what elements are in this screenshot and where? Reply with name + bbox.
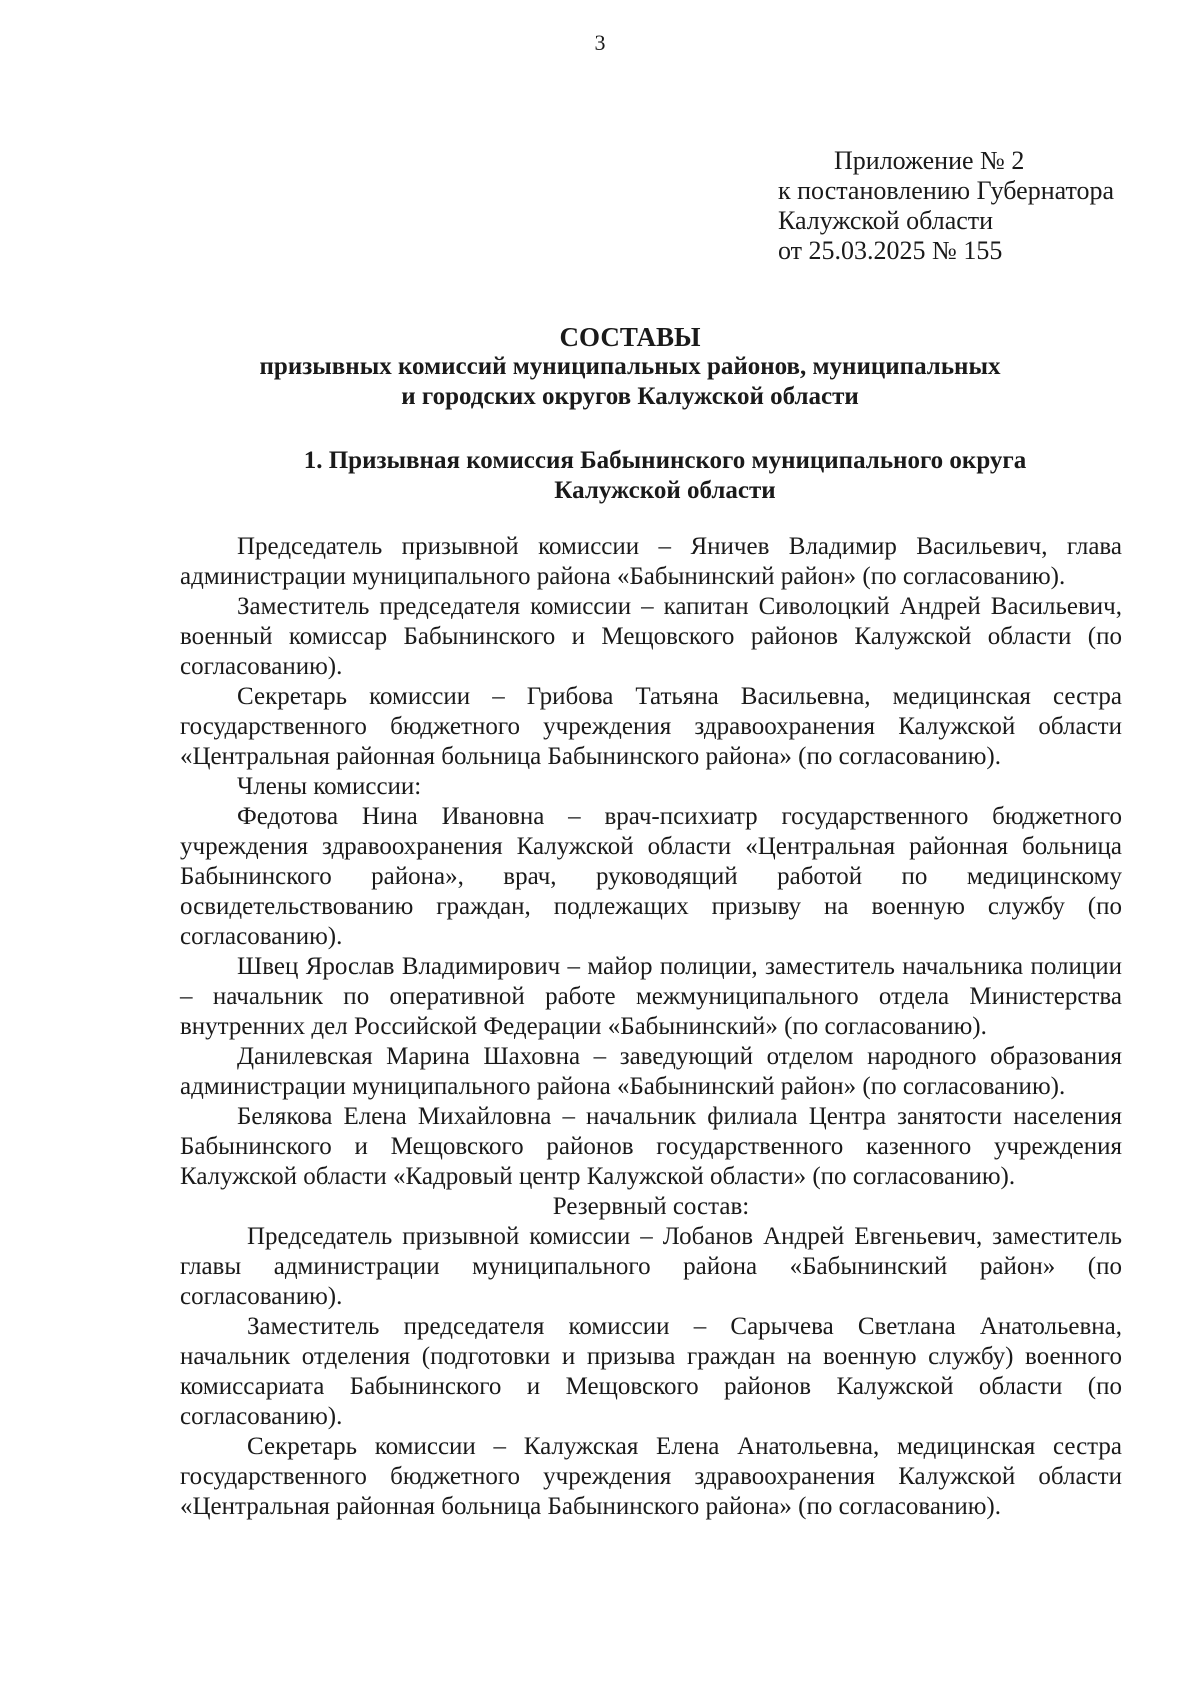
document-subtitle-1: призывных комиссий муниципальных районов, муниципальных xyxy=(259,353,1001,380)
document-body xyxy=(180,532,1122,1522)
document-subtitle-2: и городских округов Калужской области xyxy=(401,383,859,410)
paragraph-reserve-chairman: Председатель призывной комиссии – Лобанов Андрей Евгеньевич, заместитель главы администрации муниципального района «Бабынинский район» (по согласованию). xyxy=(180,1223,1122,1310)
paragraph-member: Белякова Елена Михайловна – начальник филиала Центра занятости населения Бабынинского и Мещовского районов государственного казенного учреждения Калужской области «Кадровый центр Калужской области» (по согласованию). xyxy=(180,1103,1122,1190)
section-heading-line-1: 1. Призывная комиссия Бабынинского муниципального округа xyxy=(303,447,1027,474)
reserve-heading: Резервный состав: xyxy=(552,1193,750,1220)
paragraph-secretary: Секретарь комиссии – Грибова Татьяна Васильевна, медицинская сестра государственного бюджетного учреждения здравоохранения Калужской области «Центральная районная больница Бабынинского района» (по согласованию). xyxy=(180,683,1122,770)
paragraph-deputy-chairman: Заместитель председателя комиссии – капитан Сиволоцкий Андрей Васильевич, военный комиссар Бабынинского и Мещовского районов Калужской области (по согласованию). xyxy=(180,593,1122,680)
appendix-line-3: Калужской области xyxy=(778,206,994,235)
document-title: СОСТАВЫ xyxy=(559,322,701,352)
paragraph-member: Швец Ярослав Владимирович – майор полиции, заместитель начальника полиции – начальник по оперативной работе межмуниципального отдела Министерства внутренних дел Российской Федерации «Бабынинский» (по согласованию). xyxy=(180,953,1122,1040)
paragraph-reserve-secretary: Секретарь комиссии – Калужская Елена Анатольевна, медицинская сестра государственного бюджетного учреждения здравоохранения Калужской области «Центральная районная больница Бабынинского района» (по согласованию). xyxy=(180,1433,1122,1520)
paragraph-chairman: Председатель призывной комиссии – Яничев Владимир Васильевич, глава администрации муниципального района «Бабынинский район» (по согласованию). xyxy=(180,533,1122,590)
paragraph-member: Данилевская Марина Шаховна – заведующий отделом народного образования администрации муниципального района «Бабынинский район» (по согласованию). xyxy=(180,1043,1122,1100)
appendix-block xyxy=(778,146,1114,266)
document-header xyxy=(180,322,1080,412)
section-heading xyxy=(260,446,1070,506)
appendix-line-4: от 25.03.2025 № 155 xyxy=(778,236,1003,265)
section-heading-line-2: Калужской области xyxy=(554,477,776,504)
appendix-line-1: Приложение № 2 xyxy=(834,146,1025,175)
paragraph-reserve-deputy-chairman: Заместитель председателя комиссии – Сарычева Светлана Анатольевна, начальник отделения (подготовки и призыва граждан на военную службу) военного комиссариата Бабынинского и Мещовского районов Калужской области (по согласованию). xyxy=(180,1313,1122,1430)
appendix-line-2: к постановлению Губернатора xyxy=(778,176,1115,205)
page-number: 3 xyxy=(594,30,606,55)
paragraph-members-heading: Члены комиссии: xyxy=(237,773,422,800)
paragraph-member: Федотова Нина Ивановна – врач-психиатр государственного бюджетного учреждения здравоохранения Калужской области «Центральная районная больница Бабынинского района», врач, руководящий работой по медицинскому освидетельствованию граждан, подлежащих призыву на военную службу (по согласованию). xyxy=(180,803,1122,950)
